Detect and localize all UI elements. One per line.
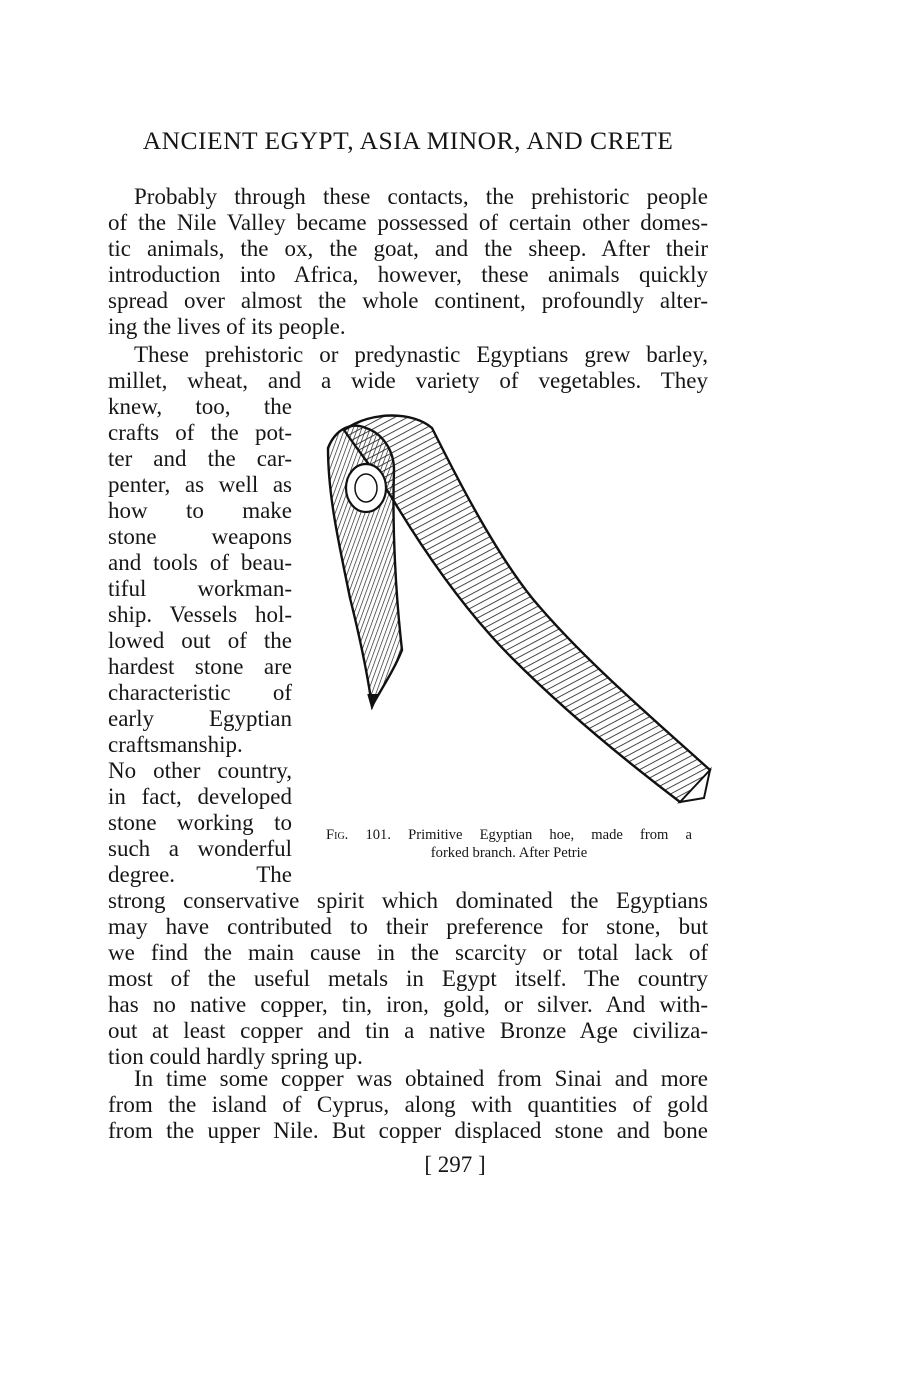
figure-label: Fig. 101. [326, 827, 391, 843]
text-line: millet, wheat, and a wide variety of vegetables. They [108, 368, 708, 393]
text-line: we find the main cause in the scarcity or total lack of [108, 940, 708, 965]
running-title: ANCIENT EGYPT, ASIA MINOR, AND CRETE [142, 126, 674, 155]
text-line: in fact, developed [108, 784, 292, 809]
text-line: tion could hardly spring up. [108, 1044, 363, 1069]
text-line: craftsmanship. [108, 732, 243, 757]
text-line: early Egyptian [108, 706, 292, 731]
text-line: lowed out of the [108, 628, 292, 653]
text-line: has no native copper, tin, iron, gold, or silver. And with- [108, 992, 708, 1017]
text-line: strong conservative spirit which dominated the Egyptians [108, 888, 708, 913]
text-line: These prehistoric or predynastic Egyptians grew barley, [134, 342, 708, 367]
wood-knot [346, 464, 386, 512]
figure-caption [326, 826, 692, 862]
text-line: ship. Vessels hol- [108, 602, 292, 627]
text-line: No other country, [108, 758, 292, 783]
text-line: from the island of Cyprus, along with quantities of gold [108, 1092, 708, 1117]
text-line: ing the lives of its people. [108, 314, 346, 339]
caption-line-1: Primitive Egyptian hoe, made from a [408, 827, 692, 843]
text-line: how to make [108, 498, 292, 523]
text-line: hardest stone are [108, 654, 292, 679]
text-line: and tools of beau- [108, 550, 292, 575]
text-line: characteristic of [108, 680, 292, 705]
text-line: penter, as well as [108, 472, 292, 497]
caption-line-2: forked branch. After Petrie [430, 845, 588, 861]
text-line: In time some copper was obtained from Sinai and more [134, 1066, 708, 1091]
hoe-illustration [322, 408, 714, 808]
text-line: introduction into Africa, however, these animals quickly [108, 262, 708, 287]
text-line: Probably through these contacts, the prehistoric people [134, 184, 708, 209]
text-line: ter and the car- [108, 446, 292, 471]
text-line: stone working to [108, 810, 292, 835]
text-line: degree. The [108, 862, 292, 887]
text-line: may have contributed to their preference for stone, but [108, 914, 708, 939]
text-line: crafts of the pot- [108, 420, 292, 445]
text-line: knew, too, the [108, 394, 292, 419]
text-line: tiful workman- [108, 576, 292, 601]
text-line: of the Nile Valley became possessed of certain other domes- [108, 210, 708, 235]
text-line: stone weapons [108, 524, 292, 549]
text-line: most of the useful metals in Egypt itself. The country [108, 966, 708, 991]
page-number: [ 297 ] [424, 1152, 486, 1177]
text-line: spread over almost the whole continent, profoundly alter- [108, 288, 708, 313]
text-line: from the upper Nile. But copper displaced stone and bone [108, 1118, 708, 1143]
text-line: tic animals, the ox, the goat, and the sheep. After their [108, 236, 708, 261]
text-line: such a wonderful [108, 836, 292, 861]
text-line: out at least copper and tin a native Bronze Age civiliza- [108, 1018, 708, 1043]
